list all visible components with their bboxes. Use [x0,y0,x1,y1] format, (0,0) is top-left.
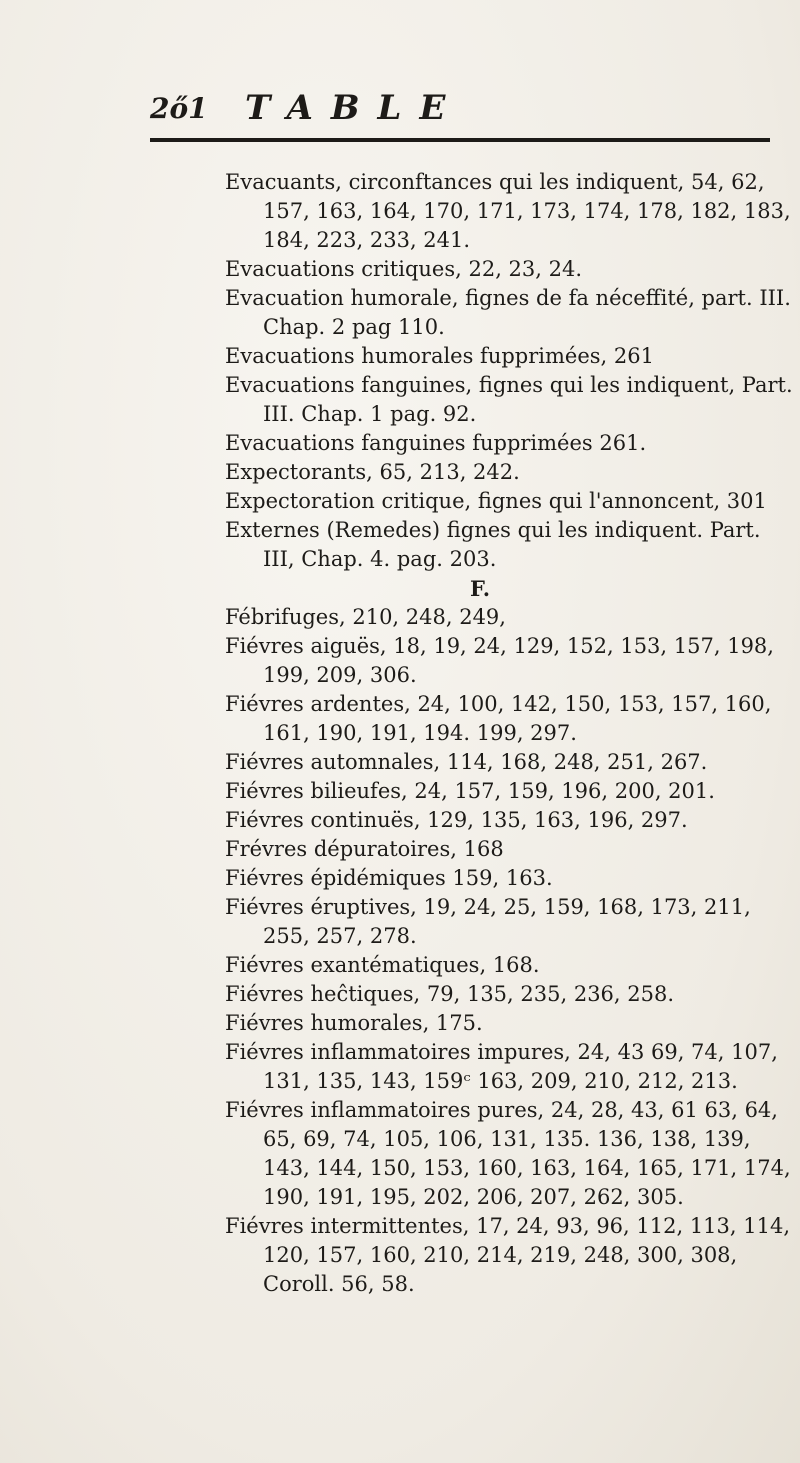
index-entry: Evacuations humorales fupprimées, 261 [225,344,654,368]
index-entry: Fiévres inflammatoires pures, 24, 28, 43, 61 63, 64, 65, 69, 74, 105, 106, 131, 135. 136, 138, 139, 143, 144, 150, 153, 160, 163, 164, 165, 171, 174, 190, 191, 195, 202, 206, 207, 262, 305. [225,1098,791,1209]
index-entry: Fiévres continuës, 129, 135, 163, 196, 297. [225,808,688,832]
index-entry: Fébrifuges, 210, 248, 249, [225,605,506,629]
index-entry: Fiévres automnales, 114, 168, 248, 251, 267. [225,750,708,774]
page-header [150,88,770,132]
index-entry: Evacuations critiques, 22, 23, 24. [225,257,583,281]
index-entry: Externes (Remedes) fignes qui les indiquent. Part. III, Chap. 4. pag. 203. [225,518,761,571]
index-entry: Frévres dépuratoires, 168 [225,837,504,861]
index-entry: Evacuants, circonftances qui les indiquent, 54, 62, 157, 163, 164, 170, 171, 173, 174, 178, 182, 183, 184, 223, 233, 241. [225,170,791,252]
index-entry: Expectorants, 65, 213, 242. [225,460,520,484]
index-entry: Fiévres ardentes, 24, 100, 142, 150, 153, 157, 160, 161, 190, 191, 194. 199, 297. [225,692,772,745]
index-entry: Fiévres heĉtiques, 79, 135, 235, 236, 258. [225,982,675,1006]
index-entry: Fiévres épidémiques 159, 163. [225,866,553,890]
index-entry: Evacuation humorale, fignes de fa néceffité, part. III. Chap. 2 pag 110. [225,286,791,339]
index-entry: Expectoration critique, fignes qui l'annoncent, 301 [225,489,767,513]
index-entry: Fiévres aiguës, 18, 19, 24, 129, 152, 153, 157, 198, 199, 209, 306. [225,634,774,687]
index-entry: Fiévres bilieufes, 24, 157, 159, 196, 200, 201. [225,779,715,803]
index-entry: Fiévres humorales, 175. [225,1011,483,1035]
index-entry: Fiévres inflammatoires impures, 24, 43 69, 74, 107, 131, 135, 143, 159ᶜ 163, 209, 210, 212, 213. [225,1040,778,1093]
page-number: 2ő1 [150,92,208,125]
index-list [225,168,795,1299]
index-entry: Fiévres exantématiques, 168. [225,953,540,977]
index-entry: Evacuations fanguines fupprimées 261. [225,431,647,455]
index-entry: Fiévres intermittentes, 17, 24, 93, 96, 112, 113, 114, 120, 157, 160, 210, 214, 219, 248, 300, 308, Coroll. 56, 58. [225,1214,791,1296]
section-letter: F. [469,576,491,601]
index-entry: Fiévres éruptives, 19, 24, 25, 159, 168, 173, 211, 255, 257, 278. [225,895,751,948]
running-head: TABLE [245,88,464,128]
header-rule [150,138,770,142]
index-entry: Evacuations fanguines, fignes qui les indiquent, Part. III. Chap. 1 pag. 92. [225,373,793,426]
